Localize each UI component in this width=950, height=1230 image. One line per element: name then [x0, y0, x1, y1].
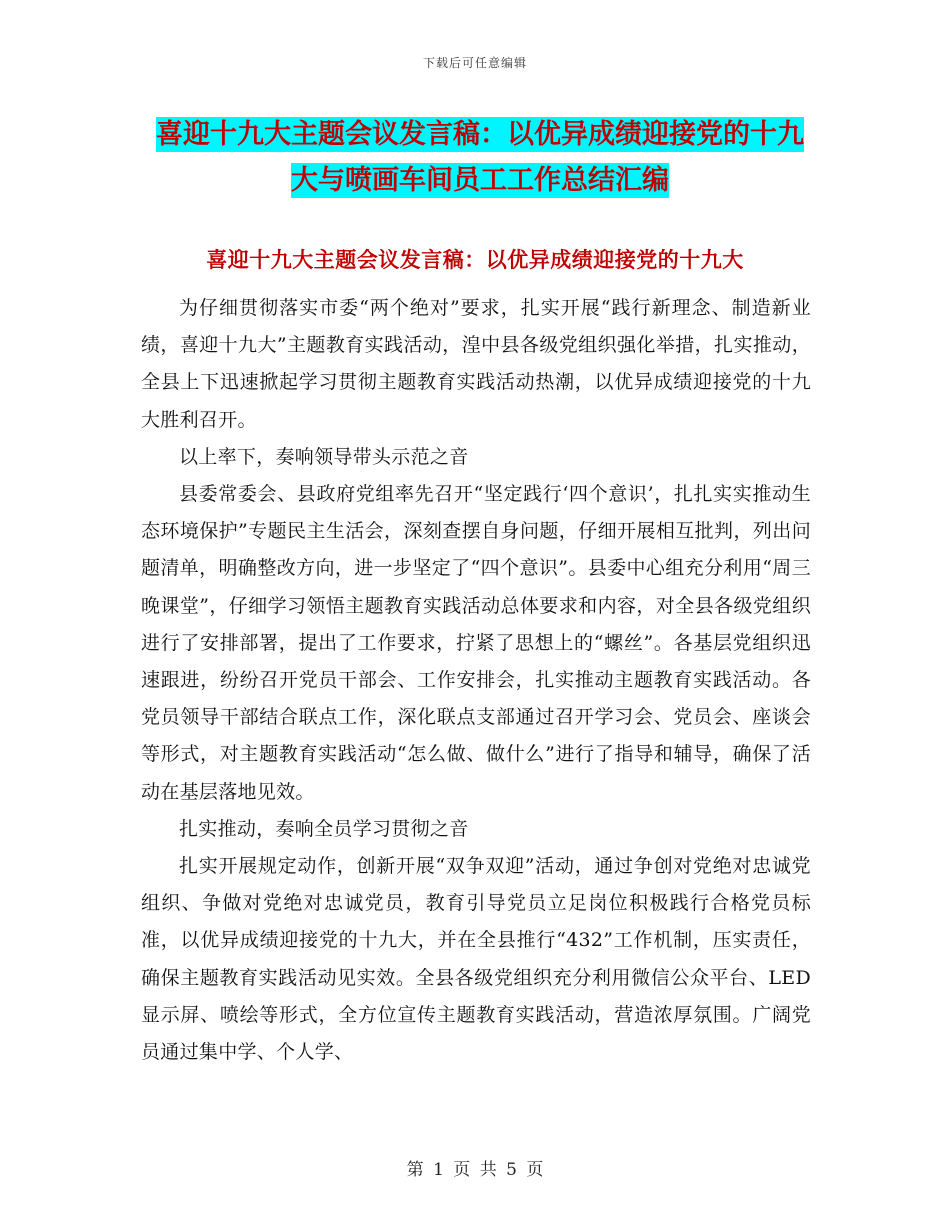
section-title: 喜迎十九大主题会议发言稿：以优异成绩迎接党的十九大 [206, 248, 744, 272]
main-title [150, 112, 810, 204]
header-note: 下载后可任意编辑 [422, 56, 527, 70]
paragraph: 县委常委会、县政府党组率先召开“坚定践行‘四个意识’，扎扎实实推动生态环境保护”专题民主生活会，深刻查摆自身问题，仔细开展相互批判，列出问题清单，明确整改方向，进一步坚定了“四个意识”。县委中心组充分利用“周三晚课堂”，仔细学习领悟主题教育实践活动总体要求和内容，对全县各级党组织进行了安排部署，提出了工作要求，拧紧了思想上的“螺丝”。各基层党组织迅速跟进，纷纷召开党员干部会、工作安排会，扎实推动主题教育实践活动。各党员领导干部结合联点工作，深化联点支部通过召开学习会、党员会、座谈会等形式，对主题教育实践活动“怎么做、做什么”进行了指导和辅导，确保了活动在基层落地见效。 [141, 483, 811, 803]
body-text [141, 290, 811, 1071]
paragraph: 扎实开展规定动作，创新开展“双争双迎”活动，通过争创对党绝对忠诚党组织、争做对党绝对忠诚党员，教育引导党员立足岗位积极践行合格党员标准，以优异成绩迎接党的十九大，并在全县推行“432”工作机制，压实责任，确保主题教育实践活动见实效。全县各级党组织充分利用微信公众平台、LED显示屏、喷绘等形式，全方位宣传主题教育实践活动，营造浓厚氛围。广阔党员通过集中学、个人学、 [141, 855, 811, 1064]
paragraph: 为仔细贯彻落实市委“两个绝对”要求，扎实开展“践行新理念、制造新业绩，喜迎十九大”主题教育实践活动，湟中县各级党组织强化举措，扎实推动，全县上下迅速掀起学习贯彻主题教育实践活动热潮，以优异成绩迎接党的十九大胜利召开。 [141, 297, 811, 431]
subheading: 以上率下，奏响领导带头示范之音 [179, 445, 469, 468]
main-title-text: 喜迎十九大主题会议发言稿：以优异成绩迎接党的十九大与喷画车间员工工作总结汇编 [156, 119, 804, 196]
page-number: 第 1 页 共 5 页 [406, 1160, 544, 1180]
subheading: 扎实推动，奏响全员学习贯彻之音 [179, 817, 469, 840]
